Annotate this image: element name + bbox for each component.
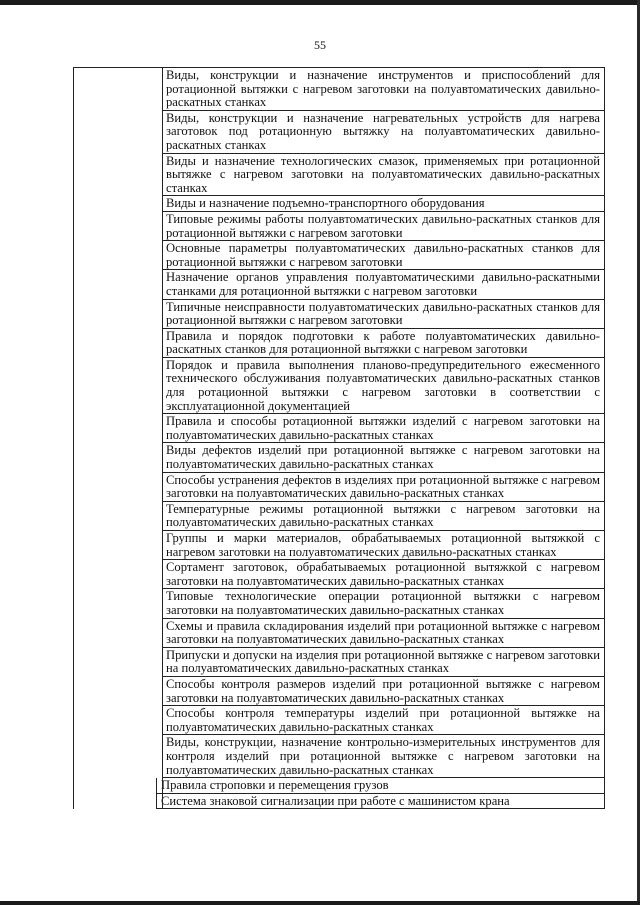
table-row: Виды, конструкции и назначение нагревательных устройств для нагрева заготовок под ротационную вытяжку на полуавтоматических давильно-раскатных станках [162,111,604,154]
table-row: Схемы и правила складирования изделий при ротационной вытяжке с нагревом заготовки на полуавтоматических давильно-раскатных станках [162,619,604,648]
table-row: Виды, конструкции и назначение инструментов и приспособлений для ротационной вытяжки с нагревом заготовки на полуавтоматических давильно-раскатных станках [162,68,604,111]
table-row: Группы и марки материалов, обрабатываемых ротационной вытяжкой с нагревом заготовки на полуавтоматических давильно-раскатных станках [162,531,604,560]
table-row: Правила и способы ротационной вытяжки изделий с нагревом заготовки на полуавтоматических давильно-раскатных станках [162,414,604,443]
table-row: Виды и назначение технологических смазок, применяемых при ротационной вытяжке с нагревом заготовки на полуавтоматических давильно-раскатных станках [162,154,604,197]
table-row: Назначение органов управления полуавтоматическими давильно-раскатными станками для ротационной вытяжки с нагревом заготовки [162,270,604,299]
table-row: Типовые режимы работы полуавтоматических давильно-раскатных станков для ротационной вытяжки с нагревом заготовки [162,212,604,241]
table-row: Сортамент заготовок, обрабатываемых ротационной вытяжкой с нагревом заготовки на полуавтоматических давильно-раскатных станках [162,560,604,589]
table-row: Виды и назначение подъемно-транспортного оборудования [162,196,604,212]
table-row: Способы контроля температуры изделий при ротационной вытяжке на полуавтоматических давильно-раскатных станках [162,706,604,735]
table-row: Способы контроля размеров изделий при ротационной вытяжке с нагревом заготовки на полуавтоматических давильно-раскатных станках [162,677,604,706]
table-row: Виды, конструкции, назначение контрольно-измерительных инструментов для контроля изделий при ротационной вытяжке с нагревом заготовки на полуавтоматических давильно-раскатных станках [162,735,604,778]
table-row: Виды дефектов изделий при ротационной вытяжке с нагревом заготовки на полуавтоматических давильно-раскатных станках [162,443,604,472]
table-row: Припуски и допуски на изделия при ротационной вытяжке с нагревом заготовки на полуавтоматических давильно-раскатных станках [162,648,604,677]
table-row: Правила строповки и перемещения грузов [156,778,604,794]
requirements-table [73,67,605,809]
scan-edge-bottom [0,901,640,905]
table-row: Типичные неисправности полуавтоматических давильно-раскатных станков для ротационной вытяжки с нагревом заготовки [162,300,604,329]
table-row: Порядок и правила выполнения планово-предупредительного ежесменного технического обслуживания полуавтоматических давильно-раскатных станков для ротационной вытяжки с нагревом заготовки в соответствии с эксплуатационной документацией [162,358,604,414]
scan-edge-top [0,0,640,5]
table-row: Основные параметры полуавтоматических давильно-раскатных станков для ротационной вытяжки с нагревом заготовки [162,241,604,270]
table-row: Система знаковой сигнализации при работе с машинистом крана [156,794,604,810]
table-row: Правила и порядок подготовки к работе полуавтоматических давильно-раскатных станков для ротационной вытяжки с нагревом заготовки [162,329,604,358]
knowledge-list [162,68,604,809]
table-row: Температурные режимы ротационной вытяжки с нагревом заготовки на полуавтоматических давильно-раскатных станках [162,502,604,531]
table-row: Способы устранения дефектов в изделиях при ротационной вытяжке с нагревом заготовки на полуавтоматических давильно-раскатных станках [162,473,604,502]
table-row: Типовые технологические операции ротационной вытяжки с нагревом заготовки на полуавтоматических давильно-раскатных станках [162,589,604,618]
table-left-column [74,68,163,809]
page-number: 55 [314,38,326,52]
